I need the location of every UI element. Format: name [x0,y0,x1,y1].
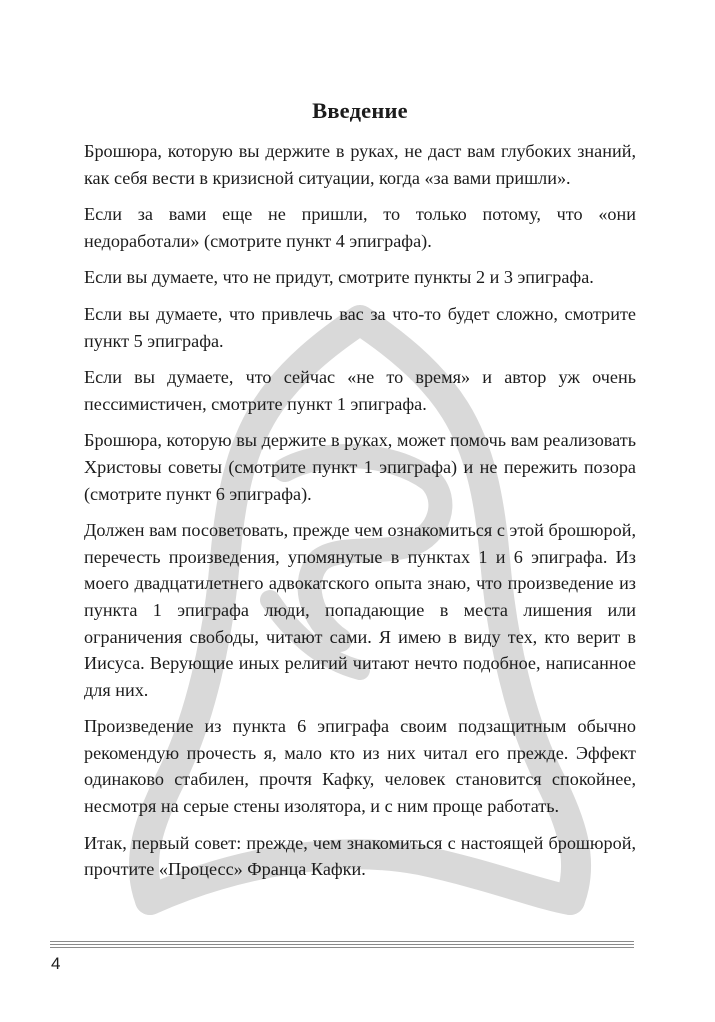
paragraph-2: Если за вами еще не пришли, то только потому, что «они недоработали» (смотрите пункт 4 эпиграфа). [84,204,636,251]
paragraph-9: Итак, первый совет: прежде, чем знакомиться с настоящей брошюрой, прочтите «Процесс» Франца Кафки. [84,832,636,880]
paragraph-6: Брошюра, которую вы держите в руках, может помочь вам реализовать Христовы советы (смотрите пункт 1 эпиграфа) и не пережить позора (смотрите пункт 6 эпиграфа). [84,430,636,504]
paragraph-8: Произведение из пункта 6 эпиграфа своим подзащитным обычно рекомендую прочесть я, мало кто из них читал его прежде. Эффект одинаково стабилен, прочтя Кафку, человек становится спокойнее, несмотря на серые стены изолятора, и с ним проще работать. [84,716,636,817]
paragraph-3: Если вы думаете, что не придут, смотрите пункты 2 и 3 эпиграфа. [84,267,594,288]
paragraph-7: Должен вам посоветовать, прежде чем ознакомиться с этой брошюрой, перечесть произведения, упомянутые в пунктах 1 и 6 эпиграфа. Из моего двадцатилетнего адвокатского опыта знаю, что произведение из пункта 1 эпиграфа люди, попадающие в места лишения или ограничения свободы, читают сами. Я имею в виду тех, кто верит в Иисуса. Верующие иных религий читают нечто подобное, написанное для них. [84,520,636,700]
page-number: 4 [51,954,61,973]
footer-divider [50,941,634,951]
paragraph-5: Если вы думаете, что сейчас «не то время» и автор уж очень пессимистичен, смотрите пункт 1 эпиграфа. [84,367,636,414]
page-content [84,96,636,893]
paragraph-1: Брошюра, которую вы держите в руках, не даст вам глубоких знаний, как себя вести в кризисной ситуации, когда «за вами пришли». [84,141,636,188]
paragraph-4: Если вы думаете, что привлечь вас за что-то будет сложно, смотрите пункт 5 эпиграфа. [84,303,636,351]
page-title: Введение [312,98,408,123]
